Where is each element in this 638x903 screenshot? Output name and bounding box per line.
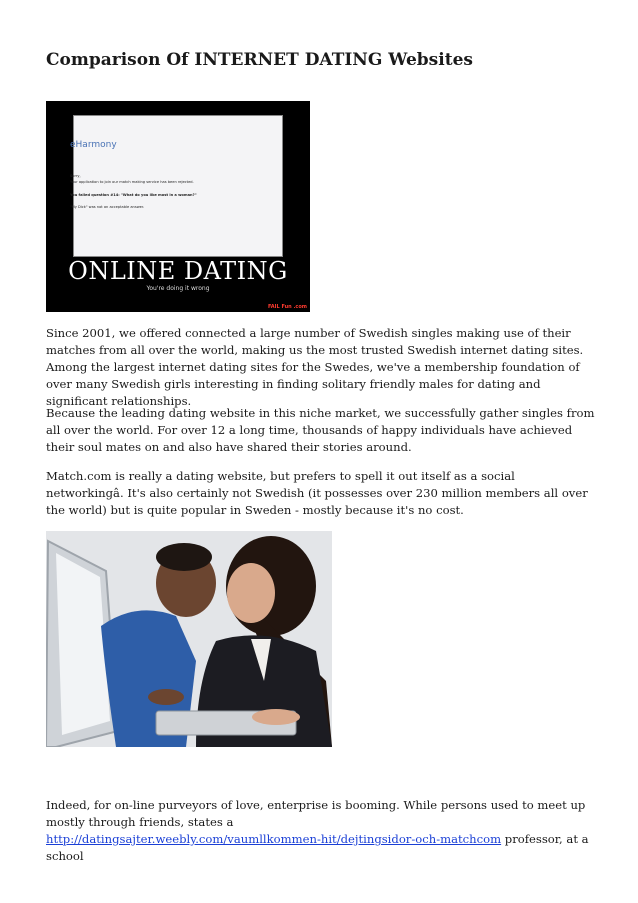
document-title: Comparison Of INTERNET DATING Websites <box>46 50 473 70</box>
paragraph-text: Indeed, for on-line purveyors of love, enterprise is booming. While persons used to meet up mostly through friends, states a <box>46 798 586 829</box>
paragraph-with-link <box>46 797 596 865</box>
paragraph-text: professor, at a school <box>46 832 589 863</box>
paragraph: Match.com is really a dating website, but prefers to spell it out itself as a social networkingâ. It's also certainly not Swedish (it possesses over 230 million members all over the world) but is quite popular in Sweden - mostly because it's no cost. <box>46 469 588 517</box>
poster-line: You failed question #14: "What do you like most in a woman?" <box>70 193 197 197</box>
paragraph: Since 2001, we offered connected a large number of Swedish singles making use of their matches from all over the world, making us the most trusted Swedish internet dating sites. Among the largest internet dating sites for the Swedes, we've a membership foundation of over many Swedish girls interesting in finding solitary friendly males for dating and significant relationships. <box>46 326 584 408</box>
online-dating-poster-image <box>46 101 310 312</box>
paragraph: Because the leading dating website in this niche market, we successfully gather singles from all over the world. For over 12 a long time, thousands of happy individuals have achieved their soul mates on and also have shared their stories around. <box>46 406 595 454</box>
poster-credit: FAIL Fun .com <box>267 304 307 310</box>
couple-kissing-photo <box>46 531 332 747</box>
poster-screen <box>73 115 283 257</box>
eharmony-logo: eHarmony <box>70 140 117 150</box>
poster-caption: ONLINE DATING <box>68 257 288 285</box>
poster-line: "My Dick" was not an acceptable answer. <box>70 205 145 209</box>
poster-line: Your application to join our match making service has been rejected. <box>70 180 194 184</box>
poster-subcaption: You're doing it wrong <box>146 285 210 292</box>
dating-site-link[interactable]: http://datingsajter.weebly.com/vaumllkommen-hit/dejtingsidor-och-matchcom <box>46 832 502 846</box>
poster-line: Sorry, <box>70 174 81 178</box>
photo-illustration <box>46 531 332 747</box>
